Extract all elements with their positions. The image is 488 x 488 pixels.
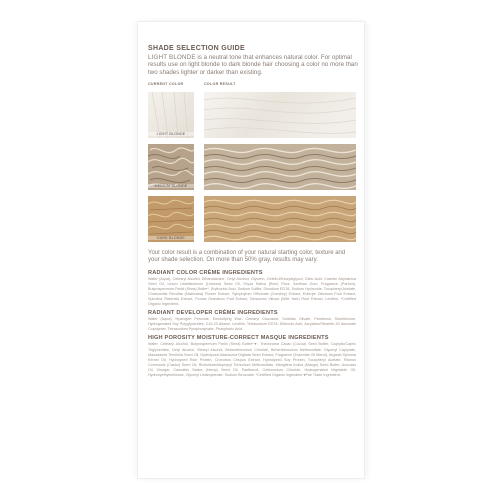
ingredients-section-color-creme — [148, 270, 356, 308]
section-title: RADIANT DEVELOPER CRÈME INGREDIENTS — [148, 310, 278, 317]
box-content — [148, 45, 366, 378]
section-body: Water (Aqua), Hydrogen Peroxide, Emulsifying Wax, Cetearyl Glucoside, Sorbitan Olivate, Panthenol, Simethicone, Hydrogenated Soy Polyglycerides, C15-23 Alkane, Lecithin, Tetrasodium EDTA, Etidronic Acid, Acrylates/Steareth-20 Itaconate Copolymer, Tetrasodium Pyrophosphate, Phosphoric Acid. — [148, 317, 356, 332]
swatch-result-medium-blonde — [204, 144, 356, 190]
intro-highlight: LIGHT BLONDE — [148, 54, 196, 61]
col-current-header: CURRENT COLOR — [148, 82, 184, 87]
section-body: Water, Cetearyl Alcohol, Butyrospermum Parkii (Shea) Butter*♥, Theobroma Cacao (Cocoa) Seed Butter, Caprylic/Capric Triglycerides, Cetyl Alcohol, Stearyl Alcohol, Behentrimonium Chloride, Behentrimonium Methosulfate, Glyceryl Caprylate, Macadamia Ternifolia Seed Oil, Hydrolyzed Adansonia Digitata Seed Extract, Fragrance (Essential Oil Blend), Argania Spinosa Kernel Oil, Hydrolyzed Rice Protein, Chondrus Crispus Extract, Hydrolyzed Soy Protein, Tocopheryl Acetate, Ricinus Communis (Castor) Seed Oil, Ricinoleamidopropyl Trimonium Methosulfate, Mangifera Indica (Mango) Seed Butter, Avocado Oil, Vinegar, Cannabis Sativa (Hemp) Seed Oil, Panthenol, Cetrimonium Chloride, Hydrogenated Vegetable Oil, Hydroxyethylcellulose, Glyceryl Undecylenate, Sodium Benzoate. *Certified Organic Ingredient ♥Fair Trade Ingredient. — [148, 342, 356, 378]
swatch-label-light-blonde: LIGHT BLONDE — [148, 132, 194, 136]
swatch-current-dark-blonde — [148, 196, 194, 242]
swatch-current-light-blonde — [148, 92, 194, 138]
swatch-result-dark-blonde — [204, 196, 356, 242]
guide-intro — [148, 54, 366, 76]
swatch-label-dark-blonde: DARK BLONDE — [148, 236, 194, 240]
intro-text: is a neutral tone that enhances natural color. For optimal results use on light blonde to dark blonde hair choosing a color no more than two shades lighter or darker than existing. — [148, 54, 358, 76]
swatch-result-light-blonde — [204, 92, 356, 138]
col-result-header: COLOR RESULT — [204, 82, 236, 87]
section-title: RADIANT COLOR CRÈME INGREDIENTS — [148, 269, 263, 276]
swatch-current-medium-blonde — [148, 144, 194, 190]
shade-grid — [148, 82, 366, 250]
section-title: HIGH POROSITY MOISTURE-CORRECT MASQUE INGREDIENTS — [148, 335, 329, 342]
product-box-panel — [138, 22, 364, 478]
section-body: Water (Aqua), Cetearyl Alcohol, Ethanolamine, Cetyl Alcohol, Glycerin, Ceteth-Ethoxydiglycol, Oleic Acid, Crambe Abyssinica Seed Oil, Linum Usitatissimum (Linseed) Seed Oil, Oryza Sativa (Rice) Flour, Xanthan Gum, Fragrance (Parfum), Butyrospermum Parkii (Shea) Butter*, Erythorbic Acid, Sodium Sulfite, Disodium EDTA, Sodium Hydroxide, Tocopheryl Acetate, Chamomilla Recutita (Matricaria) Flower Extract, Symphytum Officinale (Comfrey) Extract, Euterpe Oleracea Fruit Extract, Spirulina Platensis Extract, Punica Granatum Fruit Extract, Dioscorea Villosa (Wild Yam) Root Extract, Lecithin. *Certified Organic Ingredient. — [148, 276, 356, 307]
ingredients-section-developer-creme — [148, 310, 356, 332]
swatch-label-medium-blonde: MEDIUM BLONDE — [148, 184, 194, 188]
ingredients-section-masque — [148, 335, 356, 378]
guide-title: SHADE SELECTION GUIDE — [148, 45, 245, 52]
color-result-note: Your color result is a combination of your natural starting color, texture and your shade selection. On more than 50% gray, results may vary. — [148, 250, 346, 264]
